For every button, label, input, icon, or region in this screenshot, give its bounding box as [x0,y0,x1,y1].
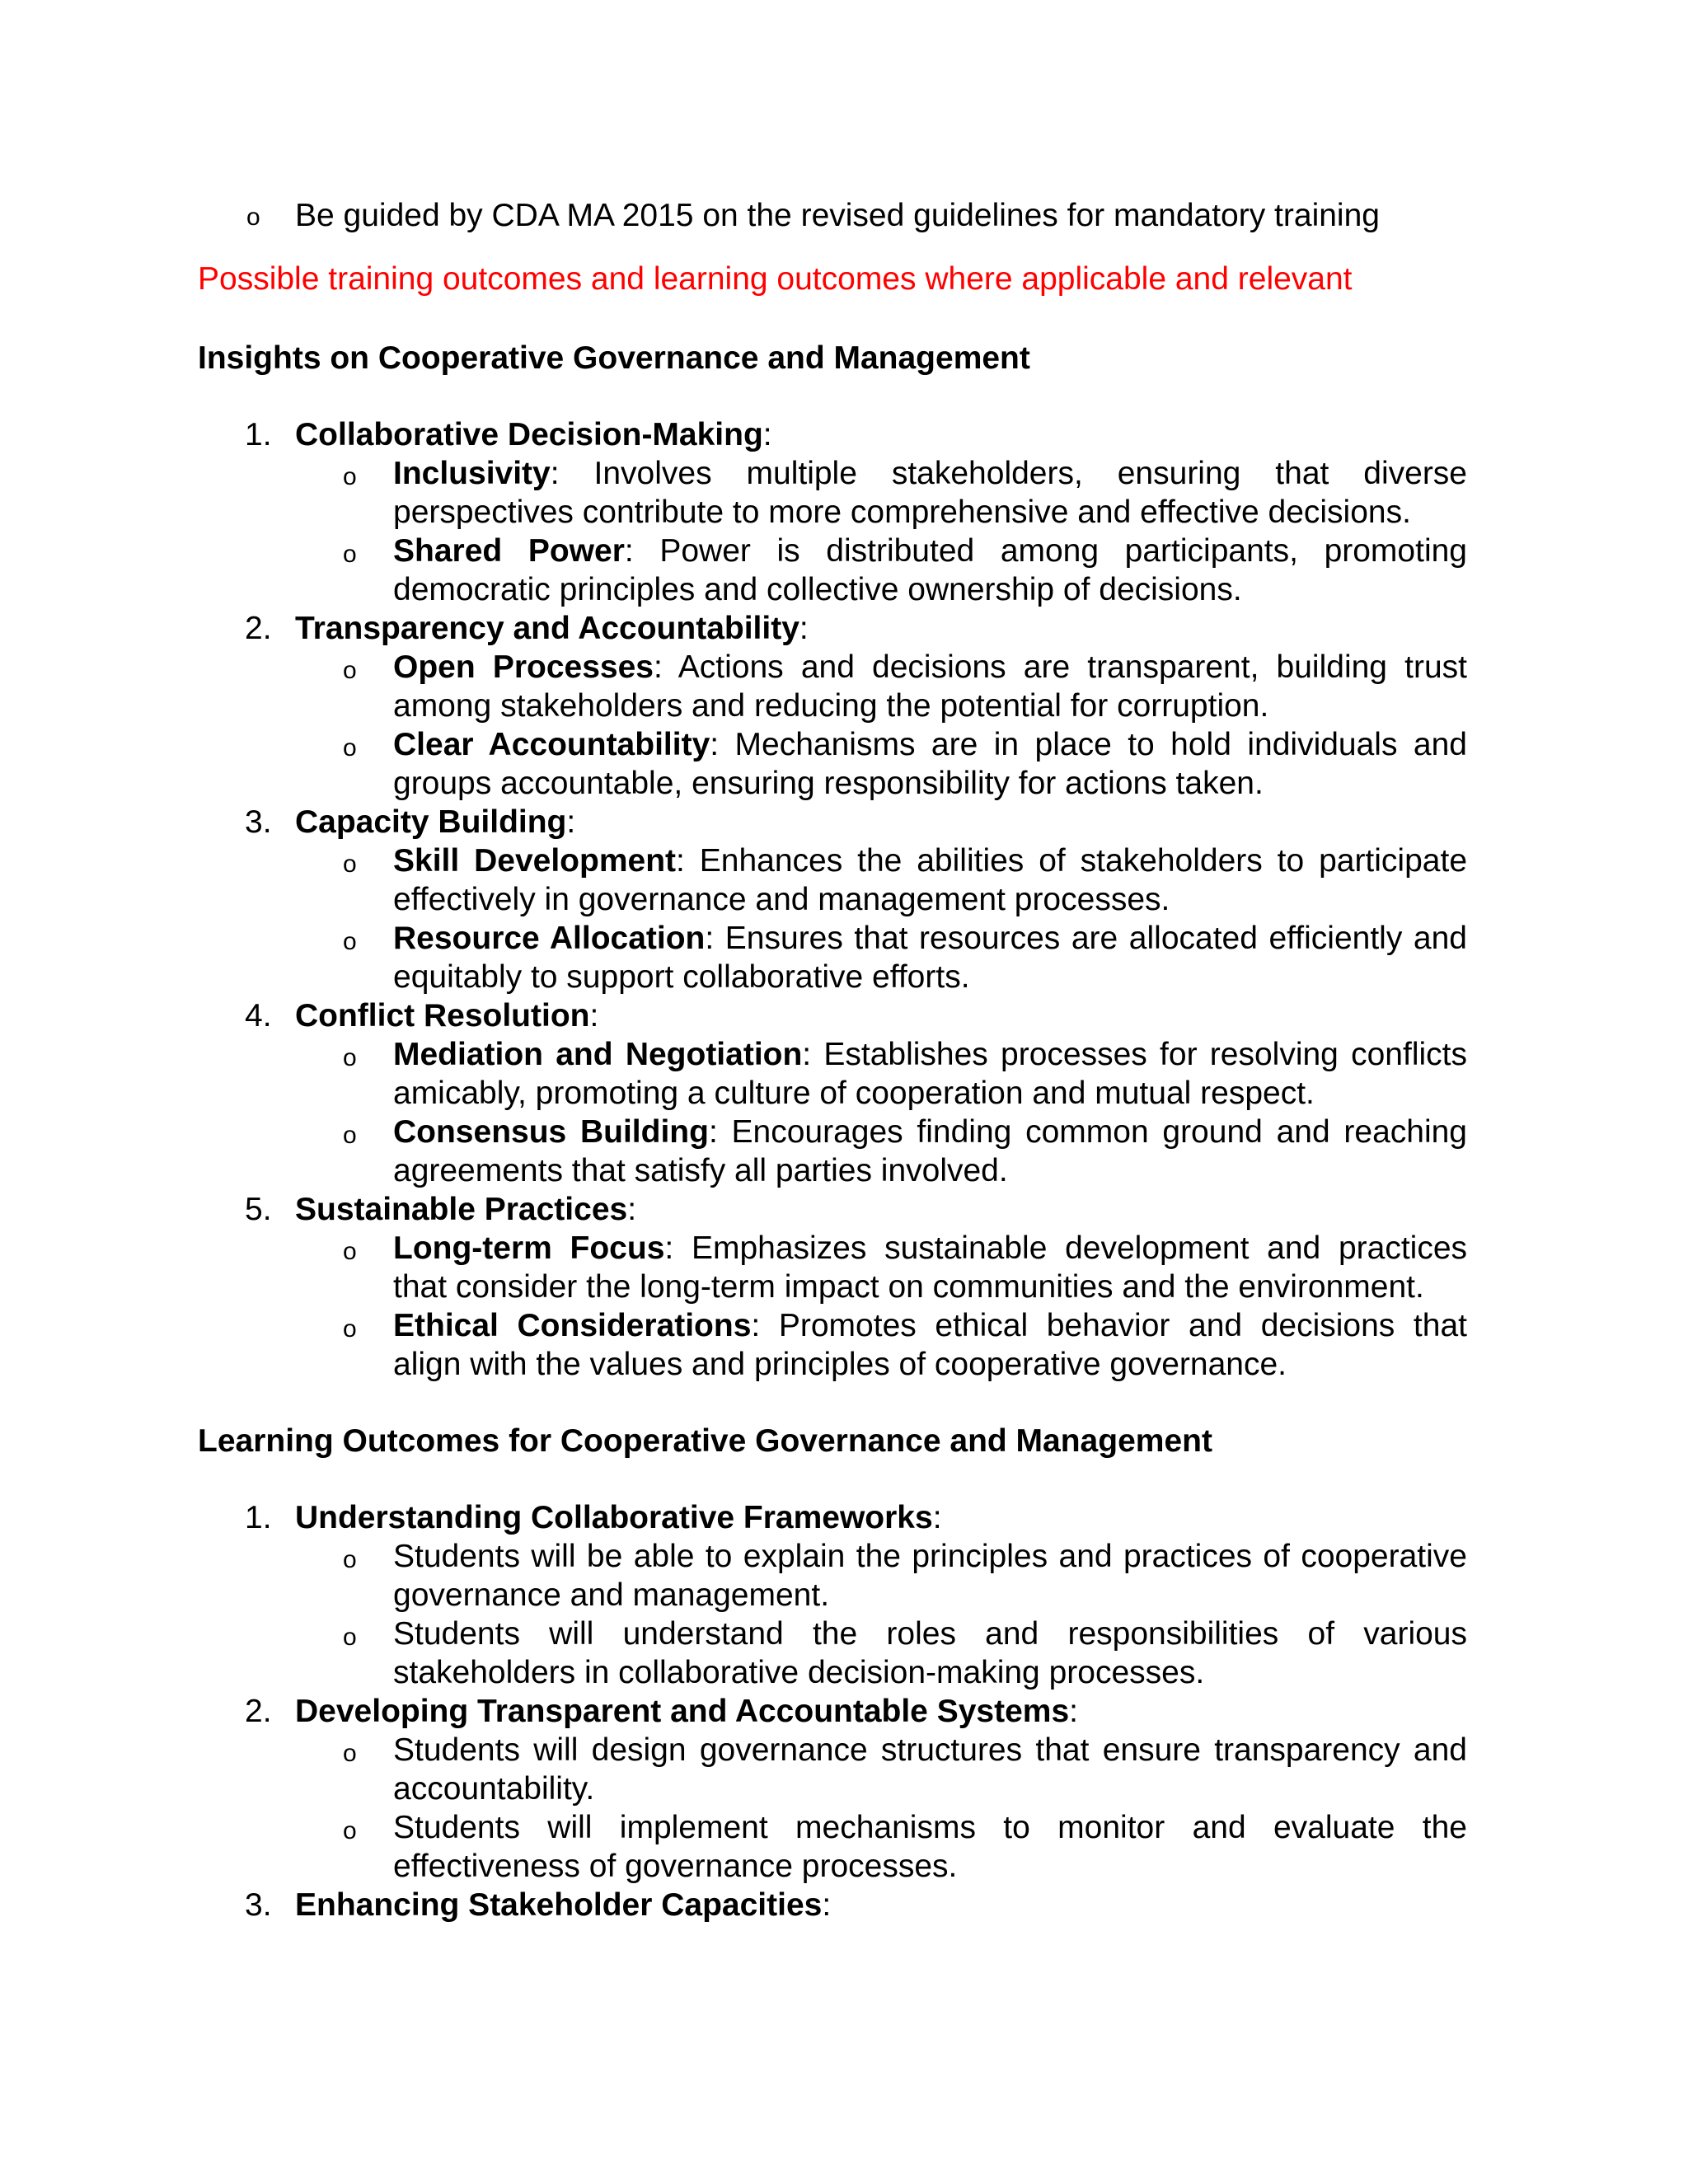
sub-item-term: Skill Development [393,843,677,879]
list-item [198,803,1467,996]
bullet-marker: o [343,463,357,490]
list-item [198,1692,1467,1886]
bullet-marker: o [343,928,357,955]
sub-item-text: Students will be able to explain the principles and practices of cooperative governance and management. [393,1539,1467,1613]
intro-bullet [198,196,1467,235]
sub-item-text: : Actions and decisions are transparent, building trust among stakeholders and reducing the potential for corruption. [393,649,1467,724]
item-title: Understanding Collaborative Frameworks [295,1500,933,1535]
sub-list-item [198,841,1467,919]
sub-item-text: : Promotes ethical behavior and decisions that align with the values and principles of cooperative governance. [393,1308,1467,1382]
sub-item-text: : Power is distributed among participants, promoting democratic principles and collective ownership of decisions. [393,533,1467,607]
sub-list-item [198,648,1467,725]
item-title: Transparency and Accountability [295,611,799,646]
sub-list [295,841,1467,996]
sub-list-item [198,454,1467,532]
sub-item-text: Students will understand the roles and responsibilities of various stakeholders in collaborative decision-making processes. [393,1616,1467,1690]
sub-list-item [198,1113,1467,1190]
bullet-marker: o [343,734,357,762]
item-number: 2. [245,1694,272,1729]
insights-list [198,415,1467,1384]
sub-item-term: Mediation and Negotiation [393,1037,803,1072]
list-item [198,1498,1467,1692]
sub-item-text: : Establishes processes for resolving conflicts amicably, promoting a culture of cooperation and mutual respect. [393,1037,1467,1111]
sub-item-term: Inclusivity [393,456,551,491]
bullet-marker: o [343,1817,357,1844]
sub-item-term: Clear Accountability [393,727,710,762]
list-item [198,1886,1467,1924]
item-number: 4. [245,998,272,1033]
bullet-marker: o [343,1546,357,1573]
item-number: 3. [245,804,272,840]
sub-item-text: : Enhances the abilities of stakeholders to participate effectively in governance and management processes. [393,843,1468,917]
sub-list-item [198,725,1467,803]
sub-item-text: : Emphasizes sustainable development and practices that consider the long-term impact on communities and the environment. [393,1230,1468,1305]
sub-list-item [198,1615,1467,1692]
item-title: Developing Transparent and Accountable Systems [295,1694,1070,1729]
item-title: Conflict Resolution [295,998,590,1033]
sub-item-term: Long-term Focus [393,1230,665,1266]
item-colon: : [589,998,599,1033]
list-item [198,415,1467,609]
sub-list-item [198,1808,1467,1886]
sub-list-item [198,919,1467,996]
bullet-marker: o [343,541,357,568]
sub-item-text: : Involves multiple stakeholders, ensuring that diverse perspectives contribute to more comprehensive and effective decisions. [393,456,1467,530]
section-heading-insights: Insights on Cooperative Governance and Management [198,340,1030,376]
sub-list [295,648,1467,803]
item-colon: : [1069,1694,1078,1729]
item-colon: : [932,1500,942,1535]
item-title: Capacity Building [295,804,567,840]
sub-item-term: Ethical Considerations [393,1308,752,1343]
learning-outcomes-list [198,1498,1467,1924]
bullet-marker: o [343,1740,357,1767]
bullet-marker: o [246,204,260,231]
list-item [198,609,1467,803]
sub-list-item [198,1731,1467,1808]
bullet-marker: o [343,657,357,684]
document-content [198,196,1467,1924]
sub-list [295,454,1467,609]
list-item [198,1190,1467,1384]
bullet-marker: o [343,851,357,878]
item-colon: : [799,611,809,646]
sub-item-term: Shared Power [393,533,625,569]
sub-list-item [198,1537,1467,1615]
bullet-marker: o [343,1624,357,1651]
item-colon: : [566,804,576,840]
sub-list-item [198,532,1467,609]
item-number: 1. [245,1500,272,1535]
sub-item-term: Consensus Building [393,1114,709,1150]
sub-item-text: Students will design governance structures that ensure transparency and accountability. [393,1732,1467,1807]
sub-list-item [198,1035,1467,1113]
bullet-marker: o [343,1044,357,1071]
sub-item-term: Open Processes [393,649,654,685]
sub-list [295,1229,1467,1384]
sub-list [295,1731,1467,1886]
list-item [198,996,1467,1190]
sub-list-item [198,1306,1467,1384]
item-title: Sustainable Practices [295,1192,628,1227]
intro-bullet-text: Be guided by CDA MA 2015 on the revised guidelines for mandatory training [295,198,1380,233]
item-number: 2. [245,611,272,646]
sub-list-item [198,1229,1467,1306]
sub-item-text: : Mechanisms are in place to hold individuals and groups accountable, ensuring responsibility for actions taken. [393,727,1467,801]
sub-list [295,1035,1467,1190]
item-number: 1. [245,417,272,452]
sub-item-text: : Encourages finding common ground and reaching agreements that satisfy all parties involved. [393,1114,1467,1188]
item-colon: : [822,1887,832,1923]
sub-item-text: : Ensures that resources are allocated efficiently and equitably to support collaborative efforts. [393,921,1467,995]
sub-item-term: Resource Allocation [393,921,706,956]
bullet-marker: o [343,1315,357,1343]
item-title: Collaborative Decision-Making [295,417,763,452]
item-colon: : [627,1192,637,1227]
bullet-marker: o [343,1122,357,1149]
item-colon: : [762,417,772,452]
item-number: 5. [245,1192,272,1227]
sub-list [295,1537,1467,1692]
item-number: 3. [245,1887,272,1923]
bullet-marker: o [343,1238,357,1265]
sub-item-text: Students will implement mechanisms to monitor and evaluate the effectiveness of governance processes. [393,1810,1467,1884]
red-heading: Possible training outcomes and learning outcomes where applicable and relevant [198,261,1353,297]
section-heading-learning-outcomes: Learning Outcomes for Cooperative Governance and Management [198,1423,1212,1459]
item-title: Enhancing Stakeholder Capacities [295,1887,823,1923]
